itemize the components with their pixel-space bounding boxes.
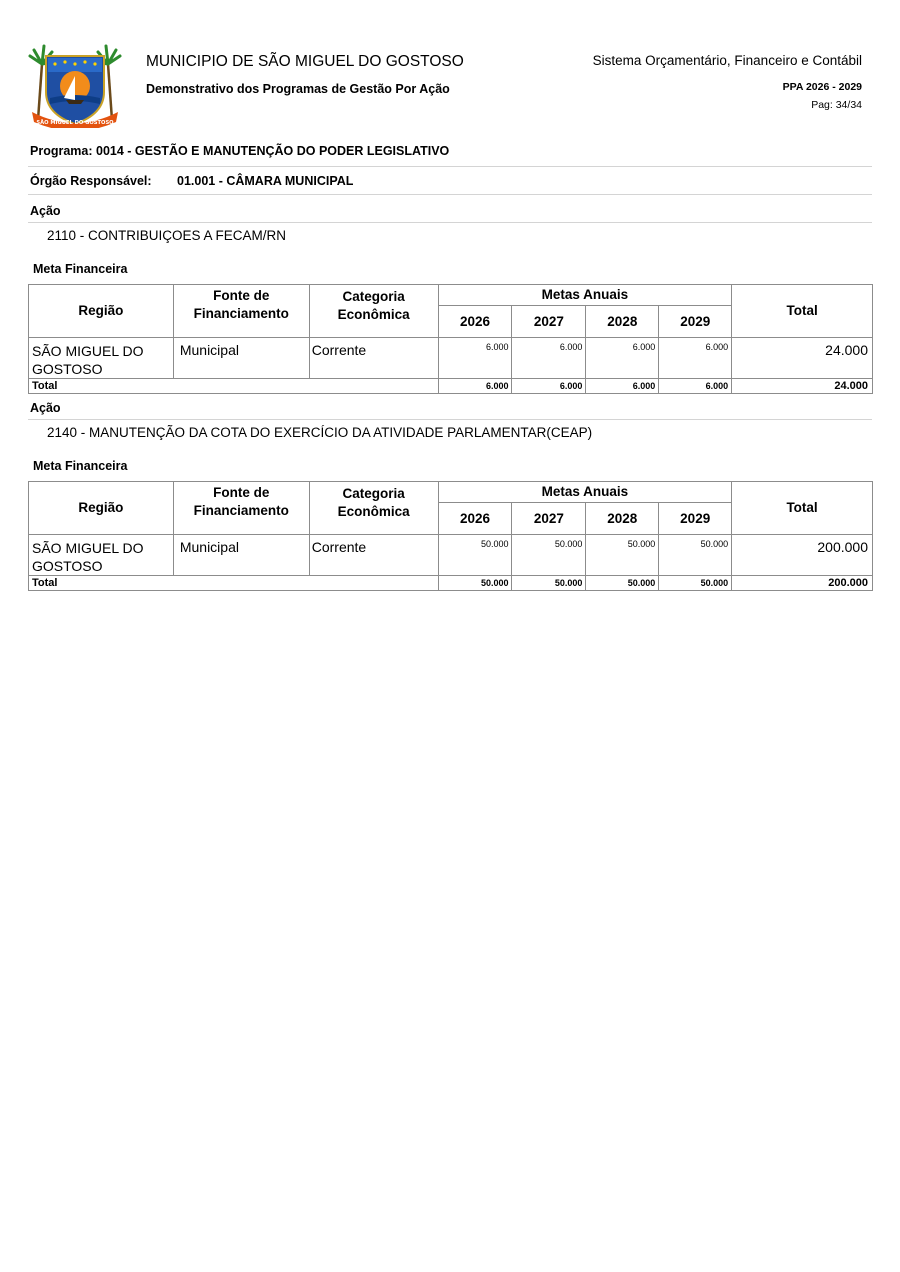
total-year-value: 6.000	[512, 379, 586, 394]
header-categoria: Categoria Econômica	[309, 285, 438, 338]
orgao-value: 01.001 - CÂMARA MUNICIPAL	[177, 174, 354, 188]
acao-title: 2140 - MANUTENÇÃO DA COTA DO EXERCÍCIO DA ATIVIDADE PARLAMENTAR(CEAP)	[47, 425, 593, 440]
total-year-value: 50.000	[438, 576, 512, 591]
header-fonte: Fonte de Financiamento	[173, 285, 309, 338]
header-year: 2027	[512, 503, 586, 535]
acao-title: 2110 - CONTRIBUIÇOES A FECAM/RN	[47, 228, 287, 243]
cell-total: 24.000	[732, 338, 873, 379]
cell-year-value: 6.000	[438, 338, 512, 379]
header-year: 2029	[659, 503, 732, 535]
cell-year-value: 50.000	[512, 535, 586, 576]
total-value: 200.000	[732, 576, 873, 591]
header-fonte: Fonte de Financiamento	[173, 482, 309, 535]
total-year-value: 6.000	[659, 379, 732, 394]
cell-categoria: Corrente	[309, 535, 438, 576]
municipality-name: MUNICIPIO DE SÃO MIGUEL DO GOSTOSO	[146, 53, 464, 70]
header-metas-anuais: Metas Anuais	[438, 482, 732, 503]
cell-year-value: 50.000	[586, 535, 659, 576]
cell-fonte: Municipal	[173, 535, 309, 576]
total-value: 24.000	[732, 379, 873, 394]
divider	[28, 419, 872, 420]
table-row	[29, 535, 873, 576]
acao-label: Ação	[30, 204, 61, 218]
table-row	[29, 338, 873, 379]
cell-total: 200.000	[732, 535, 873, 576]
header-year: 2029	[659, 306, 732, 338]
total-row	[29, 576, 873, 591]
orgao-label: Órgão Responsável:	[30, 174, 152, 188]
meta-financeira-table	[28, 481, 873, 591]
divider	[28, 166, 872, 167]
cell-year-value: 6.000	[659, 338, 732, 379]
header-categoria: Categoria Econômica	[309, 482, 438, 535]
svg-text:SÃO MIGUEL DO GOSTOSO: SÃO MIGUEL DO GOSTOSO	[36, 120, 114, 126]
meta-financeira-label: Meta Financeira	[33, 262, 128, 276]
report-title: Demonstrativo dos Programas de Gestão Por Ação	[146, 82, 450, 96]
cell-regiao: SÃO MIGUEL DO GOSTOSO	[29, 535, 174, 576]
header-regiao: Região	[29, 285, 174, 338]
total-year-value: 6.000	[586, 379, 659, 394]
header-metas-anuais: Metas Anuais	[438, 285, 732, 306]
page-number: Pag: 34/34	[811, 99, 862, 111]
total-label: Total	[29, 576, 439, 591]
header-year: 2026	[438, 503, 512, 535]
header-year: 2028	[586, 306, 659, 338]
total-year-value: 6.000	[438, 379, 512, 394]
cell-fonte: Municipal	[173, 338, 309, 379]
cell-year-value: 50.000	[659, 535, 732, 576]
system-name: Sistema Orçamentário, Financeiro e Contábil	[592, 53, 862, 68]
header-year: 2027	[512, 306, 586, 338]
total-year-value: 50.000	[659, 576, 732, 591]
total-label: Total	[29, 379, 439, 394]
ppa-period: PPA 2026 - 2029	[782, 81, 862, 93]
programa-title: Programa: 0014 - GESTÃO E MANUTENÇÃO DO PODER LEGISLATIVO	[30, 144, 450, 158]
header-year: 2028	[586, 503, 659, 535]
meta-financeira-table	[28, 284, 873, 394]
total-row	[29, 379, 873, 394]
acao-label: Ação	[30, 401, 61, 415]
header-total: Total	[732, 482, 873, 535]
total-year-value: 50.000	[586, 576, 659, 591]
header-total: Total	[732, 285, 873, 338]
header-year: 2026	[438, 306, 512, 338]
divider	[28, 194, 872, 195]
municipal-coat-of-arms-logo	[28, 42, 122, 128]
cell-year-value: 50.000	[438, 535, 512, 576]
cell-categoria: Corrente	[309, 338, 438, 379]
divider	[28, 222, 872, 223]
header-regiao: Região	[29, 482, 174, 535]
cell-year-value: 6.000	[586, 338, 659, 379]
cell-regiao: SÃO MIGUEL DO GOSTOSO	[29, 338, 174, 379]
meta-financeira-label: Meta Financeira	[33, 459, 128, 473]
cell-year-value: 6.000	[512, 338, 586, 379]
total-year-value: 50.000	[512, 576, 586, 591]
